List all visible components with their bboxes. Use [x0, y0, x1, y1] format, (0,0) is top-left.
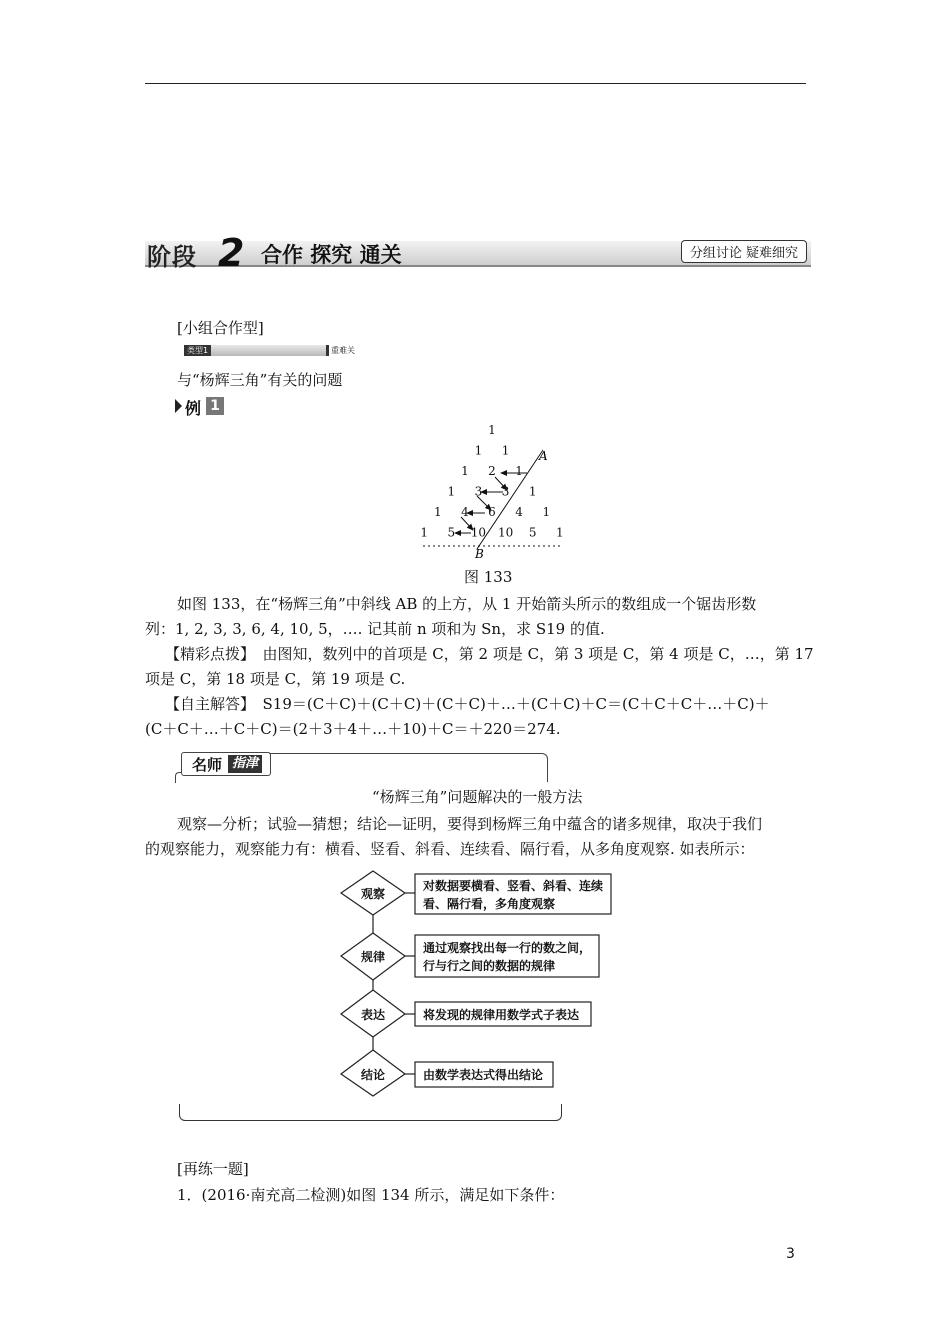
hint-line-2: 项是 C，第 18 项是 C，第 19 项是 C. — [145, 670, 406, 688]
flow-step-label: 表达 — [360, 1008, 386, 1022]
stage-number: 2 — [218, 231, 245, 275]
triangle-number: 1 — [420, 525, 429, 540]
header-rule — [145, 83, 806, 84]
hint-line-1: 【精彩点拨】 由图知，数列中的首项是 C，第 2 项是 C，第 3 项是 C，第 4 项是 C，…，第 17 — [165, 645, 814, 663]
triangle-number: 4 — [461, 505, 469, 519]
box-bottom-bracket — [179, 1104, 562, 1121]
triangle-number: 3 — [474, 484, 483, 499]
teacher-line-1: 观察—分析；试验—猜想；结论—证明，要得到杨辉三角中蕴含的诸多规律，取决于我们 — [177, 815, 763, 833]
example-number: 1 — [206, 397, 224, 415]
method-flowchart — [335, 865, 615, 1097]
triangle-number: 1 — [461, 464, 469, 478]
teacher-heading: “杨辉三角”问题解决的一般方法 — [372, 788, 583, 806]
flow-desc: 对数据要横看、竖看、斜看、连续 — [423, 879, 604, 893]
flow-step-label: 结论 — [360, 1068, 386, 1082]
figure-caption: 图 133 — [464, 568, 513, 586]
section-label: [小组合作型] — [177, 319, 264, 337]
triangle-number: 1 — [501, 443, 510, 458]
flow-desc: 由数学表达式得出结论 — [423, 1068, 544, 1082]
stage-tag: 分组讨论 疑难细究 — [681, 240, 807, 263]
triangle-number: 1 — [474, 443, 483, 458]
label-b: B — [475, 547, 484, 561]
solution-line-2: (C＋C＋…＋C＋C)＝(2＋3＋4＋…＋10)＋C＝＋220＝274. — [145, 720, 561, 738]
triangle-number: 1 — [542, 505, 551, 519]
page-number: 3 — [786, 1246, 795, 1262]
triangle-number: 10 — [470, 525, 487, 540]
triangle-number: 1 — [488, 423, 496, 437]
problem-line-1: 如图 133，在“杨辉三角”中斜线 AB 的上方，从 1 开始箭头所示的数组成一个锯齿形数 — [177, 595, 757, 613]
triangle-arrow-icon — [175, 399, 182, 413]
triangle-number: 1 — [528, 484, 537, 499]
triangle-number: 5 — [447, 525, 456, 540]
type-bar — [184, 345, 355, 357]
triangle-number: 2 — [488, 464, 496, 478]
stage-label: 阶段 — [147, 243, 197, 271]
type-right-label: 重难关 — [326, 345, 355, 356]
zigzag-arrow — [477, 496, 491, 510]
flow-step-label: 规律 — [360, 950, 386, 964]
stage-banner — [145, 231, 813, 275]
teacher-tab-label: 名师 — [192, 756, 223, 774]
teacher-tab — [181, 752, 271, 776]
topic-heading: 与“杨辉三角”有关的问题 — [177, 371, 343, 389]
teacher-tab-badge: 指津 — [228, 755, 262, 773]
triangle-number: 1 — [555, 525, 564, 540]
triangle-number: 4 — [515, 505, 523, 519]
triangle-number: 5 — [528, 525, 537, 540]
triangle-number: 3 — [501, 484, 510, 499]
teacher-line-2: 的观察能力，观察能力有：横看、竖看、斜看、连续看、隔行看，从多角度观察. 如表所示： — [145, 840, 755, 858]
label-a: A — [539, 449, 548, 463]
flow-desc: 行与行之间的数据的规律 — [423, 959, 556, 973]
triangle-number: 10 — [497, 525, 514, 540]
problem-line-2: 列：1, 2, 3, 3, 6, 4, 10, 5，…. 记其前 n 项和为 Sn，求 S19 的值. — [145, 620, 605, 638]
teacher-guide-header — [175, 752, 549, 782]
practice-question: 1．(2016·南充高二检测)如图 134 所示，满足如下条件： — [177, 1186, 565, 1204]
example-label: 例 — [185, 399, 202, 418]
stage-title: 合作 探究 通关 — [261, 243, 402, 267]
flow-desc: 通过观察找出每一行的数之间， — [423, 941, 592, 955]
flow-desc: 将发现的规律用数学式子表达 — [423, 1008, 580, 1022]
box-top-border — [269, 753, 548, 782]
yanghui-triangle-figure — [415, 418, 575, 564]
triangle-number: 1 — [515, 464, 523, 478]
triangle-number: 1 — [433, 505, 442, 519]
triangle-number: 1 — [447, 484, 456, 499]
type-label: 类型1 — [184, 345, 211, 356]
practice-label: [再练一题] — [177, 1160, 249, 1178]
triangle-number: 6 — [488, 505, 496, 519]
solution-line-1: 【自主解答】 S19＝(C＋C)＋(C＋C)＋(C＋C)＋…＋(C＋C)＋C＝(C＋C＋C＋…＋C)＋ — [165, 695, 770, 713]
flow-step-label: 观察 — [360, 887, 386, 901]
flow-desc: 看、隔行看，多角度观察 — [423, 897, 556, 911]
